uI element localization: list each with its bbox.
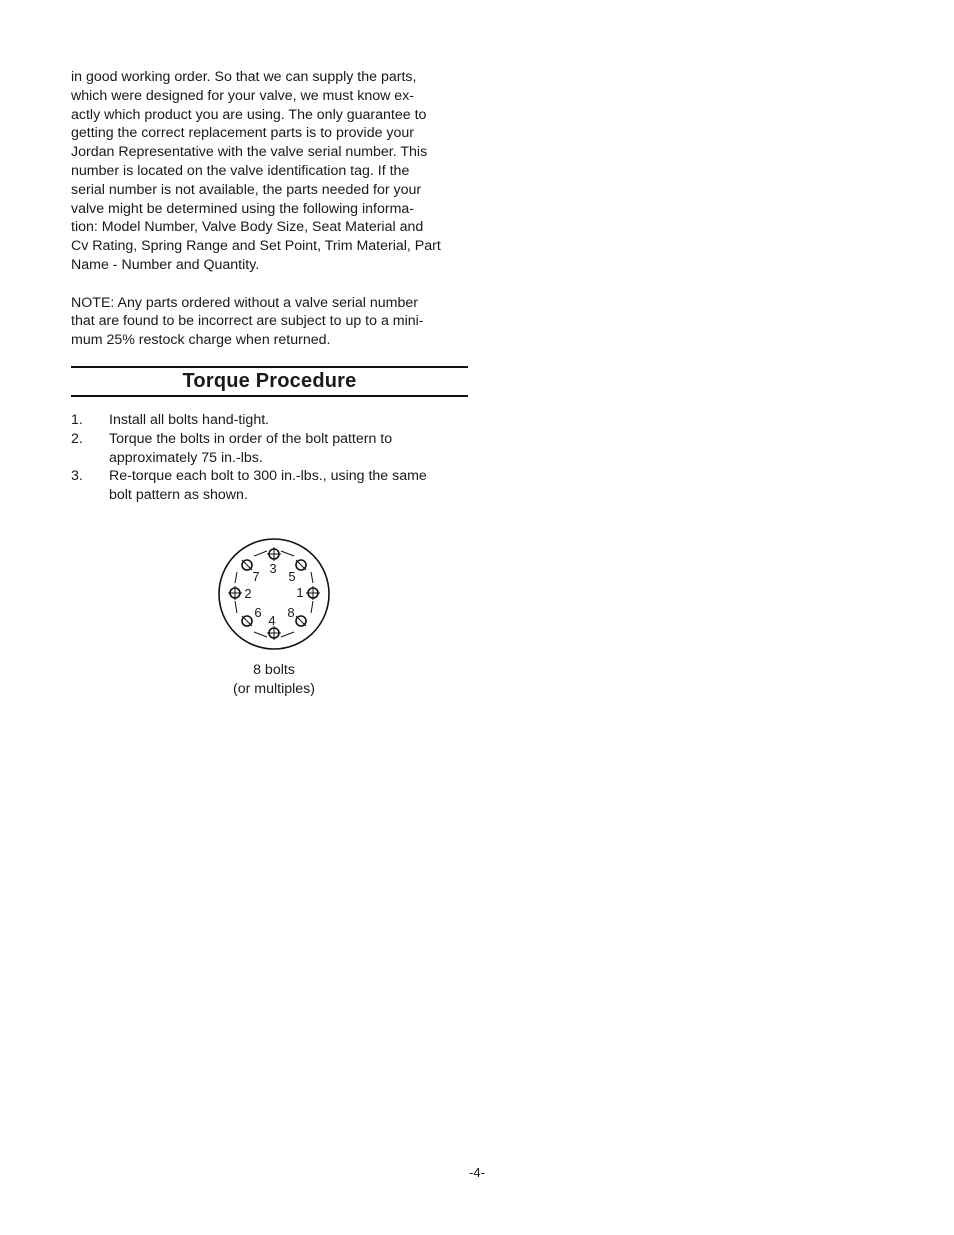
step-number: 3. <box>71 468 83 485</box>
step-number: 1. <box>71 412 83 428</box>
step-item <box>71 411 468 430</box>
body-text <box>71 68 468 350</box>
section-heading-box <box>71 366 468 397</box>
step-number: 2. <box>71 430 83 447</box>
section-title: Torque Procedure <box>182 370 357 392</box>
step-text: Install all bolts hand-tight. <box>109 412 270 428</box>
bolt-hole-right <box>306 586 320 600</box>
diagram-caption <box>204 661 344 699</box>
step-text: Re-torque each bolt to 300 in.-lbs., using the same bolt pattern as shown. <box>109 468 427 504</box>
bolt-label-1: 1 <box>296 585 304 600</box>
step-item <box>71 430 468 468</box>
caption-line-1: 8 bolts <box>253 662 295 678</box>
note-paragraph: NOTE: Any parts ordered without a valve serial number that are found to be incorrect are subject to up to a mini- mum 25% restock charge when returned. <box>71 294 424 349</box>
bolt-hole-top-right <box>296 560 306 570</box>
bolt-hole-top-left <box>242 560 252 570</box>
bolt-label-4: 4 <box>268 613 276 628</box>
page-number: -4- <box>469 1165 485 1180</box>
step-item <box>71 467 468 505</box>
parts-ordering-paragraph: in good working order. So that we can supply the parts, which were designed for your valve, we must know ex- actly which product you are using. The only guarantee to getting the correct replacement parts is to provide your Jordan Representative with the valve serial number. This number is located on the valve identification tag. If the serial number is not available, the parts needed for your valve might be determined using the following informa- tion: Model Number, Valve Body Size, Seat Material and Cv Rating, Spring Range and Set Point, Trim Material, Part Name - Number and Quantity. <box>71 69 441 273</box>
bolt-label-2: 2 <box>244 586 252 601</box>
bolt-hole-bottom <box>267 626 281 640</box>
bolt-hole-bottom-right <box>296 616 306 626</box>
bolt-label-5: 5 <box>288 569 296 584</box>
bolt-hole-top <box>267 547 281 561</box>
bolt-label-3: 3 <box>269 561 277 576</box>
bolt-hole-left <box>228 586 242 600</box>
torque-steps-list <box>71 411 468 505</box>
bolt-label-7: 7 <box>252 569 260 584</box>
step-text: Torque the bolts in order of the bolt pattern to approximately 75 in.-lbs. <box>109 430 393 466</box>
bolt-pattern-svg <box>212 535 336 655</box>
bolt-pattern-diagram <box>212 535 336 655</box>
bolt-label-6: 6 <box>254 605 262 620</box>
caption-line-2: (or multiples) <box>233 680 315 697</box>
bolt-label-8: 8 <box>287 605 295 620</box>
bolt-hole-bottom-left <box>242 616 252 626</box>
